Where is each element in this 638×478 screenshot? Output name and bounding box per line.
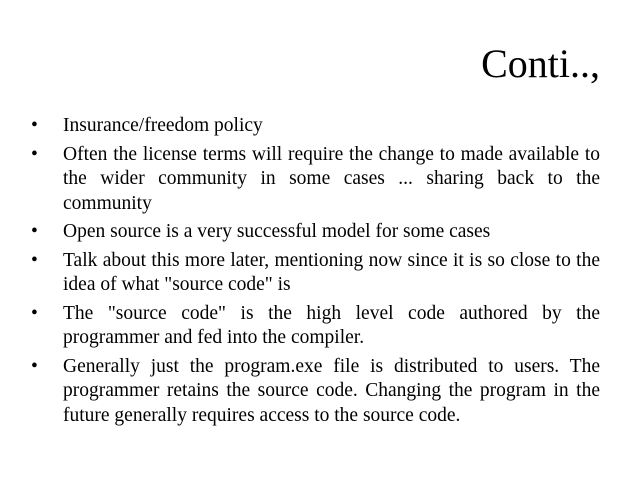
bullet-item [31, 114, 600, 139]
bullet-text: Open source is a very successful model for some cases [63, 221, 491, 242]
bullet-icon: • [31, 115, 38, 136]
bullet-item [31, 143, 600, 217]
bullet-text: Generally just the program.exe file is distributed to users. The programmer retains the source code. Changing the program in the future generally requires access to the source code. [63, 355, 600, 426]
bullet-icon: • [31, 249, 38, 271]
bullet-item [31, 302, 600, 351]
bullet-text: The "source code" is the high level code authored by the programmer and fed into the compiler. [63, 302, 600, 348]
bullet-list [31, 114, 600, 432]
slide-title: Conti.., [481, 41, 600, 86]
bullet-item [31, 220, 600, 245]
bullet-icon: • [31, 143, 38, 165]
bullet-icon: • [31, 221, 38, 242]
bullet-text: Often the license terms will require the change to made available to the wider community in some cases ... sharing back to the community [63, 143, 600, 214]
bullet-item [31, 355, 600, 429]
bullet-text: Talk about this more later, mentioning now since it is so close to the idea of what "source code" is [63, 249, 600, 295]
bullet-icon: • [31, 355, 38, 377]
bullet-icon: • [31, 302, 38, 324]
bullet-item [31, 249, 600, 298]
bullet-text: Insurance/freedom policy [63, 115, 263, 136]
